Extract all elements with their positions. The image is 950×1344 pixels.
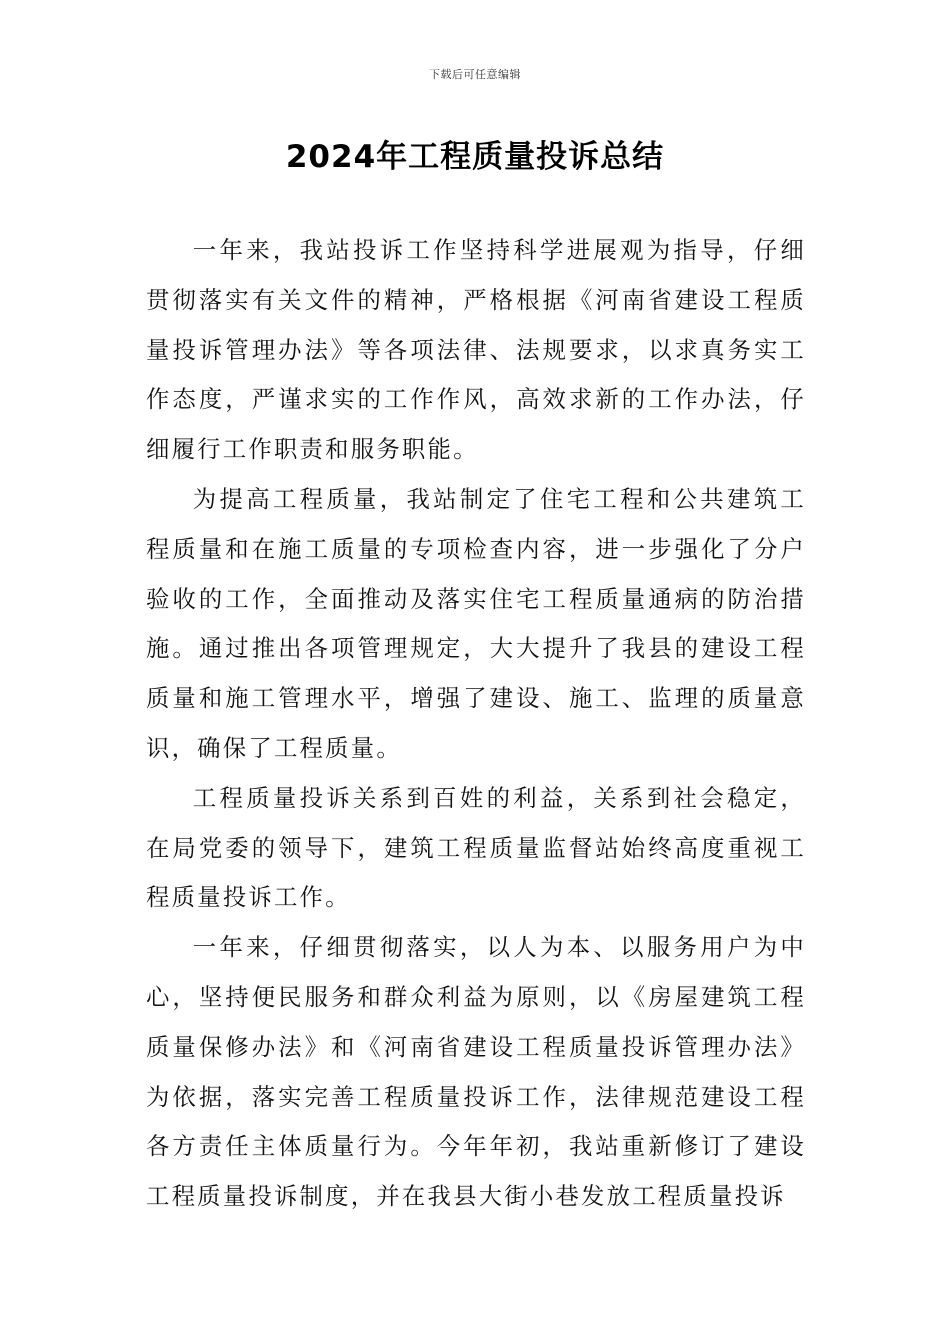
paragraph: 一年来，我站投诉工作坚持科学进展观为指导，仔细贯彻落实有关文件的精神，严格根据《河南省建设工程质量投诉管理办法》等各项法律、法规要求，以求真务实工作态度，严谨求实的工作作风，高效求新的工作办法，仔细履行工作职责和服务职能。 <box>146 236 806 464</box>
paragraph: 为提高工程质量，我站制定了住宅工程和公共建筑工程质量和在施工质量的专项检查内容，进一步强化了分户验收的工作，全面推动及落实住宅工程质量通病的防治措施。通过推出各项管理规定，大大提升了我县的建设工程质量和施工管理水平，增强了建设、施工、监理的质量意识，确保了工程质量。 <box>146 484 806 762</box>
paragraph: 工程质量投诉关系到百姓的利益，关系到社会稳定，在局党委的领导下，建筑工程质量监督站始终高度重视工程质量投诉工作。 <box>146 783 806 912</box>
paragraph: 一年来，仔细贯彻落实，以人为本、以服务用户为中心，坚持便民服务和群众利益为原则，以《房屋建筑工程质量保修办法》和《河南省建设工程质量投诉管理办法》为依据，落实完善工程质量投诉工作，法律规范建设工程各方责任主体质量行为。今年年初，我站重新修订了建设工程质量投诉制度，并在我县大街小巷发放工程质量投诉 <box>146 933 806 1211</box>
header-note: 下载后可任意编辑 <box>429 68 521 81</box>
document-body <box>146 226 806 1222</box>
document-title: 2024年工程质量投诉总结 <box>285 139 665 175</box>
